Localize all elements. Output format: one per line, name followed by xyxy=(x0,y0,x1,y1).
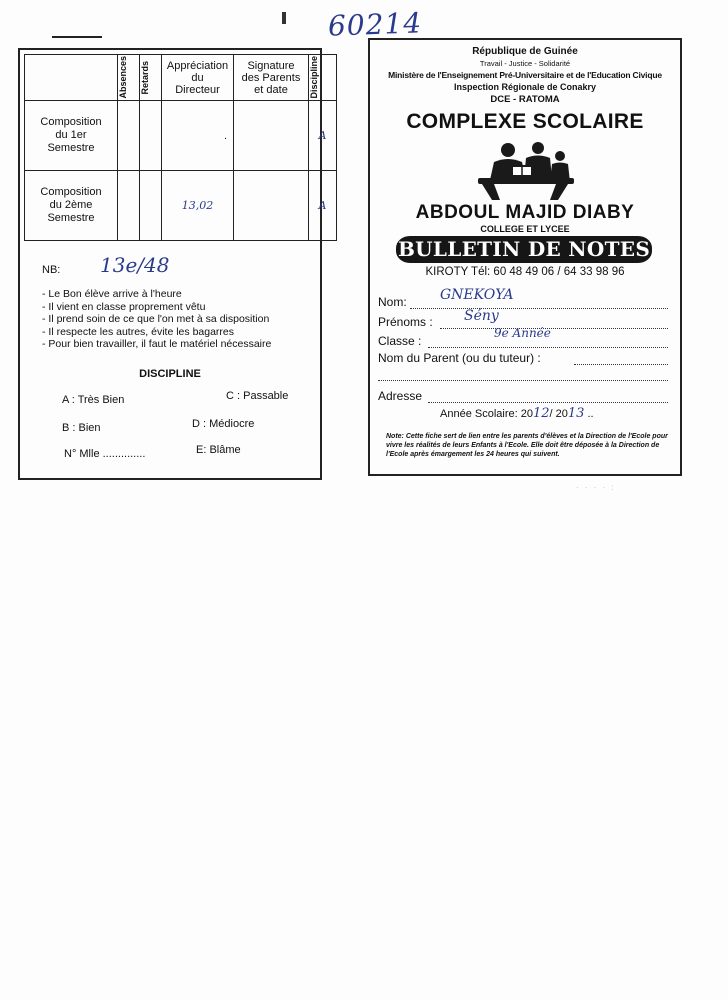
nom-value: GNEKOYA xyxy=(440,287,514,303)
legend-c: C : Passable xyxy=(226,390,289,402)
appreciation-cell: 13,02 xyxy=(162,171,234,241)
ministry-heading: Ministère de l'Enseignement Pré-Universitaire et de l'Education Civique xyxy=(388,70,662,80)
complexe-title: COMPLEXE SCOLAIRE xyxy=(406,110,644,133)
discipline-cell: A xyxy=(309,171,337,241)
rule-item: - Il vient en classe proprement vêtu xyxy=(42,300,206,313)
report-card-back xyxy=(18,48,327,480)
absences-cell xyxy=(118,171,140,241)
table-header-row xyxy=(25,55,337,101)
signature-cell xyxy=(234,171,309,241)
rule-item: - Il respecte les autres, évite les bagarres xyxy=(42,325,235,338)
school-year: Année Scolaire: 2012/ 2013 .. xyxy=(440,406,594,421)
rule-item: - Il prend soin de ce que l'on met à sa disposition xyxy=(42,313,270,325)
conduct-rules xyxy=(42,288,322,351)
row-label: Composition du 2ème Semestre xyxy=(25,171,118,241)
nom-label: Nom: xyxy=(378,295,407,309)
nom-line xyxy=(410,308,668,309)
top-dash-mark xyxy=(52,36,102,38)
rank-value: 13e/48 xyxy=(100,253,170,277)
nb-label: NB: xyxy=(42,264,61,276)
legend-a: A : Très Bien xyxy=(62,394,125,406)
appreciation-cell: . xyxy=(162,101,234,171)
republic-heading: République de Guinée xyxy=(472,46,578,57)
adresse-line xyxy=(428,402,668,403)
prenoms-line xyxy=(440,328,668,329)
dce-heading: DCE - RATOMA xyxy=(490,94,560,105)
classe-label: Classe : xyxy=(378,334,422,348)
bulletin-banner xyxy=(396,236,652,263)
inspection-heading: Inspection Régionale de Conakry xyxy=(453,82,597,92)
school-year-start: 12 xyxy=(532,406,550,421)
header-absences: Absences xyxy=(118,55,140,101)
rule-item: - Pour bien travailler, il faut le matériel nécessaire xyxy=(42,338,272,350)
grades-table xyxy=(24,54,337,241)
header-discipline: Discipline xyxy=(309,55,337,101)
parent-label: Nom du Parent (ou du tuteur) : xyxy=(378,351,541,365)
college-subtitle: COLLEGE ET LYCEE xyxy=(480,224,570,234)
adresse-label: Adresse xyxy=(378,389,423,403)
reference-number: 60214 xyxy=(327,6,423,43)
header-blank xyxy=(25,55,118,101)
classe-value: 9e Année xyxy=(494,326,551,340)
header-retards: Retards xyxy=(140,55,162,101)
rule-item: - Le Bon élève arrive à l'heure xyxy=(42,288,182,300)
parent-line-2 xyxy=(378,380,668,381)
discipline-title: DISCIPLINE xyxy=(139,368,201,380)
parent-line xyxy=(574,364,668,365)
legend-b: B : Bien xyxy=(62,422,101,434)
contact-line: KIROTY Tél: 60 48 49 06 / 64 33 98 96 xyxy=(425,266,625,278)
scan-smudge: · · · · : xyxy=(576,483,616,492)
discipline-cell: A xyxy=(309,101,337,171)
absences-cell xyxy=(118,101,140,171)
bulletin-title: BULLETIN DE NOTES xyxy=(397,237,651,261)
header-signature: Signature des Parents et date xyxy=(234,55,309,101)
school-year-end: 13 xyxy=(567,406,585,421)
classe-line xyxy=(428,347,668,348)
card-note: Note: Cette fiche sert de lien entre les parents d'élèves et la Direction de l'Ecole pour vivre les réalités de leurs Enfants à l'Ecole. Elle doit être déposée à la Direction de l'Ecole après émargement les 24 heures qui suivent. xyxy=(386,433,668,458)
prenoms-value: Sény xyxy=(464,308,499,324)
header-appreciation: Appréciation du Directeur xyxy=(162,55,234,101)
school-logo-icon xyxy=(468,138,582,202)
table-row-semester-2 xyxy=(25,171,337,241)
row-label: Composition du 1er Semestre xyxy=(25,101,118,171)
table-row-semester-1 xyxy=(25,101,337,171)
retards-cell xyxy=(140,171,162,241)
matricule-field: N° Mlle .............. xyxy=(64,448,146,460)
national-motto: Travail - Justice - Solidarité xyxy=(479,59,571,68)
prenoms-label: Prénoms : xyxy=(378,315,433,329)
legend-d: D : Médiocre xyxy=(192,418,255,430)
top-tick-mark xyxy=(282,12,286,24)
signature-cell xyxy=(234,101,309,171)
report-card-front xyxy=(368,38,682,476)
school-name: ABDOUL MAJID DIABY xyxy=(415,202,635,223)
legend-e: E: Blâme xyxy=(196,444,241,456)
retards-cell xyxy=(140,101,162,171)
